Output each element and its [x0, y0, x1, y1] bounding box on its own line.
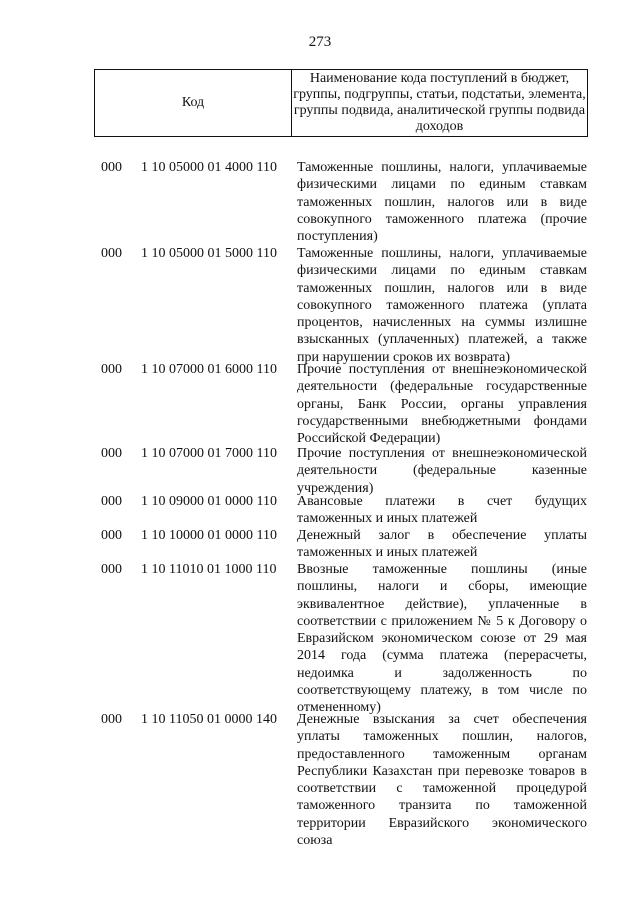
budget-code-cell: 1 10 07000 01 6000 110: [141, 362, 277, 377]
budget-code-cell: 1 10 09000 01 0000 110: [141, 494, 277, 509]
admin-code-cell: 000: [101, 362, 122, 377]
name-cell: Прочие поступления от внешнеэкономической деятельности (федеральные государственные органы, Банк России, органы управления государственными внебюджетными фондами Российской Федерации): [297, 362, 587, 447]
admin-code-cell: 000: [101, 562, 122, 577]
budget-code-cell: 1 10 07000 01 7000 110: [141, 446, 277, 461]
name-cell: Авансовые платежи в счет будущих таможенных и иных платежей: [297, 494, 587, 527]
budget-code-cell: 1 10 11010 01 1000 110: [141, 562, 277, 577]
budget-code-cell: 1 10 11050 01 0000 140: [141, 712, 277, 727]
admin-code-cell: 000: [101, 494, 122, 509]
name-cell: Ввозные таможенные пошлины (иные пошлины, налоги и сборы, имеющие эквивалентное действие), уплаченные в соответствии с приложением № 5 к Договору о Евразийском экономическом союзе от 29 мая 2014 года (сумма платежа (перерасчеты, недоимка и задолженность по соответствующему платежу, в том числе по отмененному): [297, 562, 587, 716]
admin-code-cell: 000: [101, 712, 122, 727]
admin-code-cell: 000: [101, 528, 122, 543]
budget-code-cell: 1 10 05000 01 4000 110: [141, 160, 277, 175]
name-cell: Таможенные пошлины, налоги, уплачиваемые физическими лицами по единым ставкам таможенных пошлин, налогов или в виде совокупного таможенного платежа (прочие поступления): [297, 160, 587, 245]
page-number: 273: [308, 34, 332, 50]
budget-code-cell: 1 10 10000 01 0000 110: [141, 528, 277, 543]
name-cell: Денежный залог в обеспечение уплаты таможенных и иных платежей: [297, 528, 587, 561]
admin-code-cell: 000: [101, 246, 122, 261]
table-header: [94, 69, 588, 137]
name-cell: Денежные взыскания за счет обеспечения уплаты таможенных пошлин, налогов, предоставленного таможенным органам Республики Казахстан при перевозке товаров в соответствии с таможенной процедурой таможенного транзита по таможенной территории Евразийского экономического союза: [297, 712, 587, 849]
name-cell: Таможенные пошлины, налоги, уплачиваемые физическими лицами по единым ставкам таможенных пошлин, налогов или в виде совокупного таможенного платежа (уплата процентов, начисленных на суммы излишне взысканных (уплаченных) платежей, а также при нарушении сроков их возврата): [297, 246, 587, 365]
header-name-cell: Наименование кода поступлений в бюджет, группы, подгруппы, статьи, подстатьи, элемента, группы подвида, аналитической группы подвида доходов: [293, 71, 586, 134]
header-code-cell: Код: [95, 70, 292, 136]
name-cell: Прочие поступления от внешнеэкономической деятельности (федеральные казенные учреждения): [297, 446, 587, 496]
admin-code-cell: 000: [101, 446, 122, 461]
admin-code-cell: 000: [101, 160, 122, 175]
budget-code-cell: 1 10 05000 01 5000 110: [141, 246, 277, 261]
